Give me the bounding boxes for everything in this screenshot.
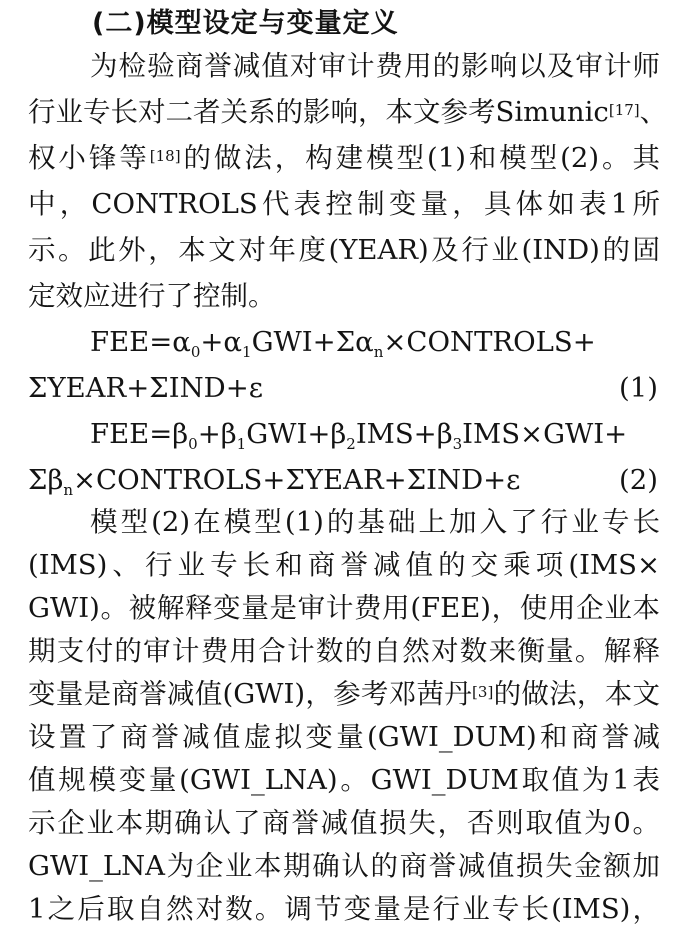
eq-subscript: n	[63, 481, 74, 499]
text-segment: 的做法，构建模型(1)和模型(2)。其	[180, 142, 660, 174]
text-segment: 的做法，本文	[493, 678, 661, 710]
paragraph-1-line-1: 为检验商誉减值对审计费用的影响以及审计师	[90, 50, 660, 82]
eq-text: +β	[197, 418, 237, 450]
paragraph-2-line-4: 期支付的审计费用合计数的自然对数来衡量。解释	[28, 635, 660, 667]
eq-text: GWI+Σα	[251, 326, 374, 358]
eq-subscript: 2	[346, 435, 356, 453]
eq-subscript: 1	[242, 343, 252, 361]
eq-text: FEE=β	[90, 418, 189, 450]
paragraph-1-line-3	[28, 138, 660, 178]
paragraph-2-line-9: GWI_LNA为企业本期确认的商誉减值损失金额加	[28, 850, 660, 882]
paragraph-2-line-6: 设置了商誉减值虚拟变量(GWI_DUM)和商誉减	[28, 721, 660, 753]
paragraph-2-line-3: GWI)。被解释变量是审计费用(FEE)，使用企业本	[28, 592, 660, 624]
text-segment: 变量是商誉减值(GWI)，参考邓茜丹	[28, 678, 473, 710]
eq-text: ΣYEAR+ΣIND+ε	[28, 372, 263, 404]
paragraph-1-line-4: 中，CONTROLS代表控制变量，具体如表1所	[28, 188, 660, 220]
paragraph-2-line-7: 值规模变量(GWI_LNA)。GWI_DUM取值为1表	[28, 764, 660, 796]
text-segment: 、	[639, 96, 668, 128]
equation-2-line-1	[90, 414, 627, 454]
equation-1-number: (1)	[619, 372, 658, 404]
eq-text: ×CONTROLS+	[383, 326, 596, 358]
paragraph-2-line-2: (IMS)、行业专长和商誉减值的交乘项(IMS×	[28, 549, 660, 581]
equation-1-line-2	[28, 368, 658, 408]
eq-text: IMS+β	[355, 418, 453, 450]
equation-2-line-2	[28, 460, 658, 500]
paragraph-1-line-6: 定效应进行了控制。	[28, 280, 276, 312]
equation-1-line-1	[90, 322, 596, 362]
paragraph-1-line-5: 示。此外，本文对年度(YEAR)及行业(IND)的固	[28, 234, 660, 266]
eq-subscript: 0	[188, 435, 198, 453]
eq-text: IMS×GWI+	[462, 418, 628, 450]
paragraph-2-line-1: 模型(2)在模型(1)的基础上加入了行业专长	[90, 506, 660, 538]
text-segment: 权小锋等	[28, 142, 150, 174]
citation-17: [17]	[608, 101, 640, 119]
eq-subscript: 3	[452, 435, 463, 453]
eq-text: ×CONTROLS+ΣYEAR+ΣIND+ε	[73, 464, 521, 496]
paragraph-2-line-8: 示企业本期确认了商誉减值损失，否则取值为0。	[28, 807, 660, 839]
section-heading: (二)模型设定与变量定义	[92, 8, 399, 39]
eq-text: FEE=α	[90, 326, 191, 358]
eq-text: Σβ	[28, 464, 64, 496]
eq-text: +α	[200, 326, 243, 358]
citation-18: [18]	[149, 147, 181, 165]
paragraph-2-line-5	[28, 674, 660, 714]
paragraph-1-line-2	[28, 92, 668, 132]
eq-text: GWI+β	[246, 418, 347, 450]
text-segment: 行业专长对二者关系的影响，本文参考Simunic	[28, 96, 609, 128]
eq-subscript: 0	[190, 343, 201, 361]
eq-subscript: 1	[236, 435, 247, 453]
equation-2-number: (2)	[619, 464, 658, 496]
citation-3: [3]	[472, 683, 494, 701]
paragraph-2-line-10: 1之后取自然对数。调节变量是行业专长(IMS)，	[28, 893, 660, 925]
eq-subscript: n	[373, 343, 384, 361]
